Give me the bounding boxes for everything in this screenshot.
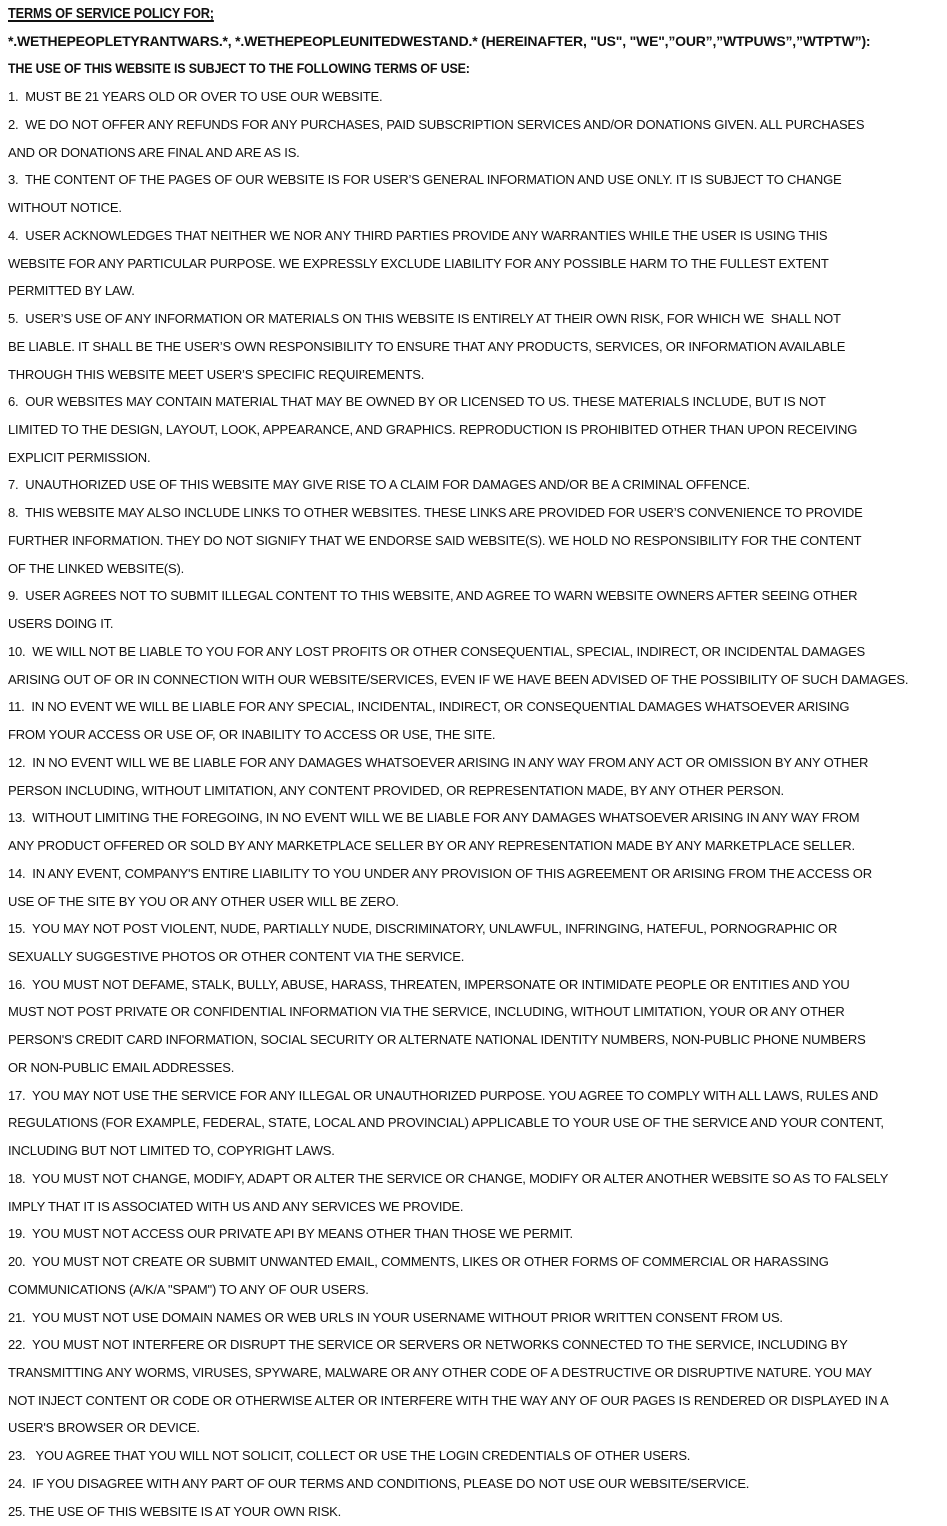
term-22-line-1: 22. YOU MUST NOT INTERFERE OR DISRUPT THE SERVICE OR SERVERS OR NETWORKS CONNECTED TO THE SERVICE, INCLUDING BY <box>8 1337 848 1353</box>
term-22-line-4: USER'S BROWSER OR DEVICE. <box>8 1420 200 1436</box>
term-9-line-2: USERS DOING IT. <box>8 616 114 632</box>
term-3-line-2: WITHOUT NOTICE. <box>8 200 122 216</box>
term-2-line-2: AND OR DONATIONS ARE FINAL AND ARE AS IS. <box>8 144 300 160</box>
term-14-line-2: USE OF THE SITE BY YOU OR ANY OTHER USER WILL BE ZERO. <box>8 893 399 909</box>
term-10-line-1: 10. WE WILL NOT BE LIABLE TO YOU FOR ANY LOST PROFITS OR OTHER CONSEQUENTIAL, SPECIAL, INDIRECT, OR INCIDENTAL DAMAGES <box>8 643 866 659</box>
intro-line-text: THE USE OF THIS WEBSITE IS SUBJECT TO THE FOLLOWING TERMS OF USE: <box>8 60 470 77</box>
term-16-line-1: 16. YOU MUST NOT DEFAME, STALK, BULLY, ABUSE, HARASS, THREATEN, IMPERSONATE OR INTIMIDATE PEOPLE OR ENTITIES AND YOU <box>8 976 850 992</box>
term-12-line-1: 12. IN NO EVENT WILL WE BE LIABLE FOR ANY DAMAGES WHATSOEVER ARISING IN ANY WAY FROM ANY ACT OR OMISSION BY ANY OTHER <box>8 754 869 770</box>
term-20-line-2: COMMUNICATIONS (A/K/A "SPAM") TO ANY OF OUR USERS. <box>8 1281 369 1297</box>
term-4-line-3: PERMITTED BY LAW. <box>8 283 135 299</box>
parties-line: *.WETHEPEOPLETYRANTWARS.*, *.WETHEPEOPLEUNITEDWESTAND.* (HEREINAFTER, "US", "WE",”OUR”,”WTPUWS”,”WTPTW”): <box>8 32 871 49</box>
term-6-line-2: LIMITED TO THE DESIGN, LAYOUT, LOOK, APPEARANCE, AND GRAPHICS. REPRODUCTION IS PROHIBITED OTHER THAN UPON RECEIVING <box>8 422 858 438</box>
term-13-line-1: 13. WITHOUT LIMITING THE FOREGOING, IN NO EVENT WILL WE BE LIABLE FOR ANY DAMAGES WHATSOEVER ARISING IN ANY WAY FROM <box>8 810 860 826</box>
term-5-line-2: BE LIABLE. IT SHALL BE THE USER’S OWN RESPONSIBILITY TO ENSURE THAT ANY PRODUCTS, SERVICES, OR INFORMATION AVAILABLE <box>8 338 846 354</box>
term-18-line-2: IMPLY THAT IT IS ASSOCIATED WITH US AND ANY SERVICES WE PROVIDE. <box>8 1198 464 1214</box>
term-16-line-2: MUST NOT POST PRIVATE OR CONFIDENTIAL INFORMATION VIA THE SERVICE, INCLUDING, WITHOUT LIMITATION, YOUR OR ANY OTHER <box>8 1004 845 1020</box>
term-14-line-1: 14. IN ANY EVENT, COMPANY'S ENTIRE LIABILITY TO YOU UNDER ANY PROVISION OF THIS AGREEMENT OR ARISING FROM THE ACCESS OR <box>8 865 872 881</box>
term-17-line-1: 17. YOU MAY NOT USE THE SERVICE FOR ANY ILLEGAL OR UNAUTHORIZED PURPOSE. YOU AGREE TO COMPLY WITH ALL LAWS, RULES AND <box>8 1087 879 1103</box>
term-24-line-1: 24. IF YOU DISAGREE WITH ANY PART OF OUR TERMS AND CONDITIONS, PLEASE DO NOT USE OUR WEBSITE/SERVICE. <box>8 1475 750 1491</box>
term-21-line-1: 21. YOU MUST NOT USE DOMAIN NAMES OR WEB URLS IN YOUR USERNAME WITHOUT PRIOR WRITTEN CONSENT FROM US. <box>8 1309 783 1325</box>
term-12-line-2: PERSON INCLUDING, WITHOUT LIMITATION, ANY CONTENT PROVIDED, OR REPRESENTATION MADE, BY ANY OTHER PERSON. <box>8 782 784 798</box>
term-25-line-1: 25. THE USE OF THIS WEBSITE IS AT YOUR OWN RISK. <box>8 1503 342 1519</box>
term-13-line-2: ANY PRODUCT OFFERED OR SOLD BY ANY MARKETPLACE SELLER BY OR ANY REPRESENTATION MADE BY ANY MARKETPLACE SELLER. <box>8 838 855 854</box>
term-15-line-1: 15. YOU MAY NOT POST VIOLENT, NUDE, PARTIALLY NUDE, DISCRIMINATORY, UNLAWFUL, INFRINGING, HATEFUL, PORNOGRAPHIC OR <box>8 921 838 937</box>
term-8-line-3: OF THE LINKED WEBSITE(S). <box>8 560 185 576</box>
term-22-line-2: TRANSMITTING ANY WORMS, VIRUSES, SPYWARE, MALWARE OR ANY OTHER CODE OF A DESTRUCTIVE OR DISRUPTIVE NATURE. YOU MAY <box>8 1364 872 1380</box>
term-22-line-3: NOT INJECT CONTENT OR CODE OR OTHERWISE ALTER OR INTERFERE WITH THE WAY ANY OF OUR PAGES IS RENDERED OR DISPLAYED IN A <box>8 1392 889 1408</box>
term-19-line-1: 19. YOU MUST NOT ACCESS OUR PRIVATE API BY MEANS OTHER THAN THOSE WE PERMIT. <box>8 1226 573 1242</box>
term-20-line-1: 20. YOU MUST NOT CREATE OR SUBMIT UNWANTED EMAIL, COMMENTS, LIKES OR OTHER FORMS OF COMMERCIAL OR HARASSING <box>8 1254 829 1270</box>
term-16-line-3: PERSON'S CREDIT CARD INFORMATION, SOCIAL SECURITY OR ALTERNATE NATIONAL IDENTITY NUMBERS, NON-PUBLIC PHONE NUMBERS <box>8 1032 866 1048</box>
document-title <box>8 0 947 28</box>
term-3-line-1: 3. THE CONTENT OF THE PAGES OF OUR WEBSITE IS FOR USER’S GENERAL INFORMATION AND USE ONLY. IT IS SUBJECT TO CHANGE <box>8 172 842 188</box>
term-2-line-1: 2. WE DO NOT OFFER ANY REFUNDS FOR ANY PURCHASES, PAID SUBSCRIPTION SERVICES AND/OR DONATIONS GIVEN. ALL PURCHASES <box>8 116 865 132</box>
intro-line <box>8 55 947 83</box>
term-8-line-1: 8. THIS WEBSITE MAY ALSO INCLUDE LINKS TO OTHER WEBSITES. THESE LINKS ARE PROVIDED FOR USER’S CONVENIENCE TO PROVIDE <box>8 505 863 521</box>
term-10-line-2: ARISING OUT OF OR IN CONNECTION WITH OUR WEBSITE/SERVICES, EVEN IF WE HAVE BEEN ADVISED OF THE POSSIBILITY OF SUCH DAMAGES. <box>8 671 909 687</box>
term-6-line-1: 6. OUR WEBSITES MAY CONTAIN MATERIAL THAT MAY BE OWNED BY OR LICENSED TO US. THESE MATERIALS INCLUDE, BUT IS NOT <box>8 394 826 410</box>
document-title-text: TERMS OF SERVICE POLICY FOR; <box>8 5 214 22</box>
term-17-line-2: REGULATIONS (FOR EXAMPLE, FEDERAL, STATE, LOCAL AND PROVINCIAL) APPLICABLE TO YOUR USE OF THE SERVICE AND YOUR CONTENT, <box>8 1115 884 1131</box>
term-5-line-3: THROUGH THIS WEBSITE MEET USER’S SPECIFIC REQUIREMENTS. <box>8 366 425 382</box>
term-11-line-2: FROM YOUR ACCESS OR USE OF, OR INABILITY TO ACCESS OR USE, THE SITE. <box>8 727 496 743</box>
term-9-line-1: 9. USER AGREES NOT TO SUBMIT ILLEGAL CONTENT TO THIS WEBSITE, AND AGREE TO WARN WEBSITE OWNERS AFTER SEEING OTHER <box>8 588 858 604</box>
term-7-line-1: 7. UNAUTHORIZED USE OF THIS WEBSITE MAY GIVE RISE TO A CLAIM FOR DAMAGES AND/OR BE A CRIMINAL OFFENCE. <box>8 477 750 493</box>
term-11-line-1: 11. IN NO EVENT WE WILL BE LIABLE FOR ANY SPECIAL, INCIDENTAL, INDIRECT, OR CONSEQUENTIAL DAMAGES WHATSOEVER ARISING <box>8 699 850 715</box>
term-16-line-4: OR NON-PUBLIC EMAIL ADDRESSES. <box>8 1059 235 1075</box>
term-23-line-1: 23. YOU AGREE THAT YOU WILL NOT SOLICIT, COLLECT OR USE THE LOGIN CREDENTIALS OF OTHER USERS. <box>8 1448 691 1464</box>
term-18-line-1: 18. YOU MUST NOT CHANGE, MODIFY, ADAPT OR ALTER THE SERVICE OR CHANGE, MODIFY OR ALTER ANOTHER WEBSITE SO AS TO FALSELY <box>8 1170 889 1186</box>
terms-list <box>8 83 947 1525</box>
term-6-line-3: EXPLICIT PERMISSION. <box>8 449 151 465</box>
term-5-line-1: 5. USER’S USE OF ANY INFORMATION OR MATERIALS ON THIS WEBSITE IS ENTIRELY AT THEIR OWN RISK, FOR WHICH WE SHALL NOT <box>8 311 841 327</box>
term-4-line-1: 4. USER ACKNOWLEDGES THAT NEITHER WE NOR ANY THIRD PARTIES PROVIDE ANY WARRANTIES WHILE THE USER IS USING THIS <box>8 227 828 243</box>
term-17-line-3: INCLUDING BUT NOT LIMITED TO, COPYRIGHT LAWS. <box>8 1143 335 1159</box>
term-15-line-2: SEXUALLY SUGGESTIVE PHOTOS OR OTHER CONTENT VIA THE SERVICE. <box>8 948 465 964</box>
term-8-line-2: FURTHER INFORMATION. THEY DO NOT SIGNIFY THAT WE ENDORSE SAID WEBSITE(S). WE HOLD NO RESPONSIBILITY FOR THE CONTENT <box>8 532 862 548</box>
term-1-line-1: 1. MUST BE 21 YEARS OLD OR OVER TO USE OUR WEBSITE. <box>8 89 383 105</box>
term-4-line-2: WEBSITE FOR ANY PARTICULAR PURPOSE. WE EXPRESSLY EXCLUDE LIABILITY FOR ANY POSSIBLE HARM TO THE FULLEST EXTENT <box>8 255 829 271</box>
